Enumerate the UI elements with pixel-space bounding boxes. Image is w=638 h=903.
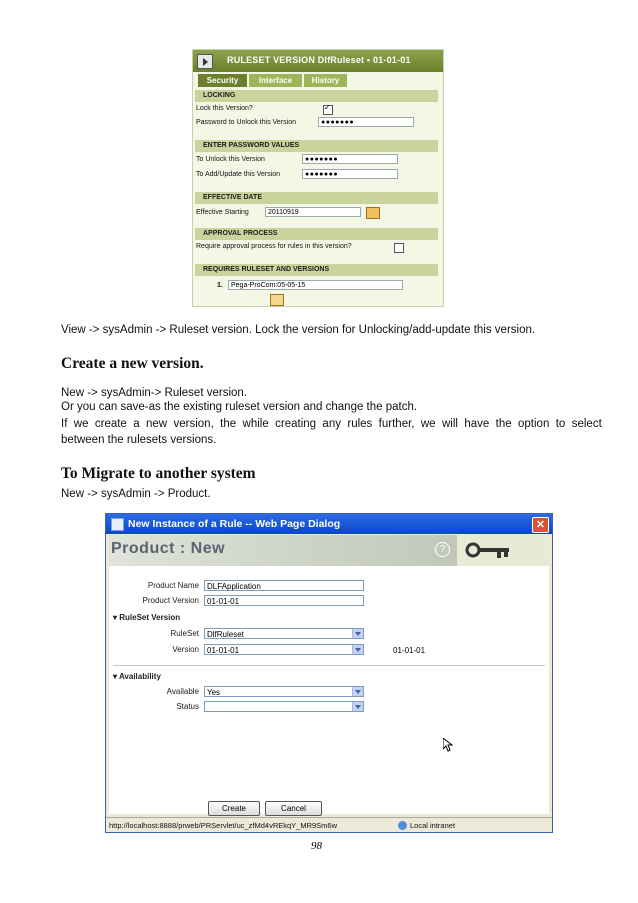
ruleset-select-value: DlfRuleset <box>207 630 244 639</box>
dropdown-arrow-icon <box>352 645 363 654</box>
heading-create-version: Create a new version. <box>61 355 204 372</box>
collapse-icon: ▾ <box>113 672 119 681</box>
section-requires: REQUIRES RULESET AND VERSIONS <box>195 264 438 276</box>
requires-field[interactable]: Pega-ProCom:05-05-15 <box>228 280 403 290</box>
calendar-icon[interactable] <box>366 207 380 219</box>
dropdown-arrow-icon <box>352 702 363 711</box>
paragraph-3-line-1: If we create a new version, the while creating any rules further, we will have the option to select <box>61 418 602 430</box>
ruleset-tabs <box>193 74 443 87</box>
caption-text: View -> sysAdmin -> Ruleset version. Lock the version for Unlocking/add-update this version. <box>61 324 536 336</box>
close-icon[interactable]: ✕ <box>532 517 549 533</box>
status-url: http://localhost:8888/prweb/PRServlet/uc_zfMd4vREkqY_MR9Sm6w <box>109 821 338 830</box>
mouse-pointer-icon <box>443 738 453 752</box>
product-version-input[interactable]: 01-01-01 <box>204 595 364 606</box>
to-add-field[interactable]: ●●●●●●● <box>302 169 398 179</box>
expand-icon[interactable] <box>197 54 213 69</box>
available-label: Available <box>166 687 199 696</box>
product-version-label: Product Version <box>142 596 199 605</box>
approval-label: Require approval process for rules in this version? <box>196 243 352 250</box>
key-logo <box>457 535 549 566</box>
product-name-label: Product Name <box>147 581 199 590</box>
version-select-value: 01-01-01 <box>207 646 240 655</box>
section-locking: LOCKING <box>195 90 438 102</box>
to-unlock-label: To Unlock this Version <box>196 156 265 163</box>
status-zone: Local intranet <box>410 821 456 830</box>
requires-index: 1. <box>217 282 223 289</box>
effective-label: Effective Starting <box>196 209 249 216</box>
available-select[interactable] <box>204 686 364 697</box>
unlock-password-field[interactable]: ●●●●●●● <box>318 117 414 127</box>
ruleset-label: RuleSet <box>170 629 199 638</box>
section-effective: EFFECTIVE DATE <box>195 192 438 204</box>
checkmark-icon: ✓ <box>324 103 331 112</box>
lock-checkbox[interactable] <box>323 105 333 115</box>
dropdown-arrow-icon <box>352 629 363 638</box>
tab-history[interactable]: History <box>304 74 347 87</box>
paragraph-2: Or you can save-as the existing ruleset version and change the patch. <box>61 401 418 413</box>
product-banner <box>109 535 549 566</box>
divider <box>113 665 545 666</box>
banner-title: Product : New <box>111 540 226 557</box>
collapse-icon: ▾ <box>113 613 120 622</box>
section-password: ENTER PASSWORD VALUES <box>195 140 438 152</box>
help-icon[interactable]: ? <box>435 542 450 557</box>
intranet-globe-icon <box>398 821 407 830</box>
version-readout: 01-01-01 <box>393 646 426 655</box>
ruleset-version-screenshot <box>192 49 444 307</box>
effective-field[interactable]: 20110919 <box>265 207 361 217</box>
dialog-title: New Instance of a Rule -- Web Page Dialog <box>128 518 341 530</box>
availability-group[interactable] <box>113 672 161 681</box>
status-select[interactable] <box>204 701 364 712</box>
product-name-input[interactable]: DLFApplication <box>204 580 364 591</box>
available-select-value: Yes <box>207 688 221 697</box>
section-approval: APPROVAL PROCESS <box>195 228 438 240</box>
status-label: Status <box>176 702 199 711</box>
dialog-titlebar <box>106 514 552 534</box>
create-button[interactable]: Create <box>208 801 260 816</box>
ruleset-header <box>193 50 443 72</box>
window-icon <box>111 518 124 531</box>
tab-interface[interactable]: Interface <box>249 74 302 87</box>
status-bar <box>106 817 552 833</box>
version-select[interactable] <box>204 644 364 655</box>
tab-security[interactable]: Security <box>198 74 247 87</box>
paragraph-3-line-2: between the rulesets versions. <box>61 434 217 446</box>
paragraph-1: New -> sysAdmin-> Ruleset version. <box>61 387 247 399</box>
approval-checkbox[interactable] <box>394 243 404 253</box>
paragraph-4: New -> sysAdmin -> Product. <box>61 488 211 500</box>
page-number: 98 <box>311 840 322 852</box>
ruleset-title: RULESET VERSION DlfRuleset • 01-01-01 <box>227 55 411 65</box>
dropdown-arrow-icon <box>352 687 363 696</box>
ruleset-select[interactable] <box>204 628 364 639</box>
lock-label: Lock this Version? <box>196 105 253 112</box>
version-label: Version <box>172 645 199 654</box>
ruleset-version-group-label: RuleSet Version <box>119 613 181 622</box>
dialog-body <box>109 535 549 814</box>
availability-group-label: Availability <box>118 672 161 681</box>
unlock-password-label: Password to Unlock this Version <box>196 119 296 126</box>
ruleset-version-group[interactable] <box>113 613 180 622</box>
heading-migrate: To Migrate to another system <box>61 465 256 482</box>
cancel-button[interactable]: Cancel <box>265 801 322 816</box>
to-unlock-field[interactable]: ●●●●●●● <box>302 154 398 164</box>
product-dialog-screenshot <box>105 513 553 833</box>
to-add-label: To Add/Update this Version <box>196 171 281 178</box>
add-row-icon[interactable] <box>270 294 284 306</box>
